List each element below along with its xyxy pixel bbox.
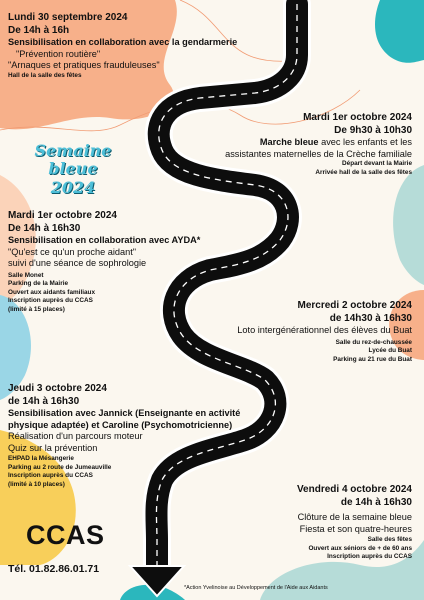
event-line: "Prévention routière"	[16, 48, 101, 59]
event-line: assistantes maternelles de la Crèche familiale	[225, 148, 412, 159]
event-hours: de 14h à 16h30	[8, 395, 80, 407]
event-info: Ouvert aux aidants familiaux	[8, 288, 96, 296]
event-info: Salle Monet	[8, 271, 44, 279]
event-hours: de 14h30 à 16h30	[329, 312, 412, 324]
event-place: Hall de la salle des fêtes	[8, 71, 82, 79]
teal-blob-top	[375, 0, 424, 63]
event-info: Inscription auprès du CCAS	[8, 297, 93, 305]
event-highlight: Marche bleue	[259, 137, 319, 147]
event-6	[297, 484, 412, 562]
event-info: Parking au 2 route de Jumeauville	[8, 463, 112, 471]
event-description	[225, 137, 412, 149]
event-1	[8, 12, 237, 80]
event-date: Mardi 1er octobre 2024	[8, 210, 117, 221]
event-info: Inscription auprès du CCAS	[327, 553, 412, 561]
event-info: Ouvert aux séniors de + de 60 ans	[308, 544, 412, 552]
event-hours: De 9h30 à 10h30	[334, 124, 412, 136]
mint-blob-right	[393, 165, 424, 285]
event-info: Lycée du Buat	[368, 347, 412, 355]
event-info: Salle du rez-de-chaussée	[335, 338, 412, 346]
event-2	[225, 112, 412, 177]
event-title: physique adaptée) et Caroline (Psychomotricienne)	[8, 419, 233, 430]
event-info: Inscription auprès du CCAS	[8, 472, 93, 480]
event-title: Sensibilisation en collaboration avec AYDA*	[8, 235, 201, 245]
footnote: *Action Yvelinoise au Développement de l'Aide aux Aidants	[184, 585, 328, 591]
event-line: Fiesta et son quatre-heures	[299, 523, 412, 534]
title-year: 2024	[50, 177, 96, 197]
event-4	[237, 300, 412, 364]
event-date: Vendredi 4 octobre 2024	[296, 484, 412, 495]
title-line: Semaine bleue	[34, 141, 112, 179]
event-title: Sensibilisation en collaboration avec la gendarmerie	[8, 37, 238, 47]
event-date: Mercredi 2 octobre 2024	[297, 300, 412, 311]
phone-number: Tél. 01.82.86.01.71	[8, 563, 100, 575]
event-date: Mardi 1er octobre 2024	[303, 112, 412, 123]
event-info: Parking de la Mairie	[8, 280, 69, 288]
event-line: "Arnaques et pratiques frauduleuses"	[8, 60, 160, 70]
event-info: Salle des fêtes	[367, 536, 412, 543]
event-line: Quiz sur la prévention	[8, 442, 98, 453]
event-info: Arrivée hall de la salle des fêtes	[315, 168, 412, 176]
event-text: avec les enfants et les	[318, 137, 412, 147]
event-line: Réalisation d'un parcours moteur	[8, 431, 143, 441]
event-hours: De 14h à 16h	[8, 24, 70, 36]
event-info: (limité à 15 places)	[8, 306, 65, 314]
event-description: Loto intergénérationnel des élèves du Buat	[237, 325, 412, 335]
event-5	[8, 383, 240, 490]
ccas-logo-text: CCAS	[26, 520, 105, 550]
event-hours: De 14h à 16h30	[8, 222, 81, 234]
event-info: (limité à 10 places)	[8, 480, 65, 488]
event-hours: de 14h à 16h30	[340, 496, 412, 508]
event-date: Jeudi 3 octobre 2024	[8, 383, 107, 394]
event-line: suivi d'une séance de sophrologie	[8, 258, 147, 268]
event-title: Sensibilisation avec Jannick (Enseignante en activité	[8, 408, 241, 418]
event-3	[8, 210, 200, 315]
semaine-bleue-title	[8, 142, 138, 197]
event-line: Clôture de la semaine bleue	[297, 512, 412, 522]
event-date: Lundi 30 septembre 2024	[8, 12, 128, 23]
event-info: Parking au 21 rue du Buat	[333, 355, 412, 363]
event-info: Départ devant la Mairie	[342, 160, 412, 167]
event-line: "Qu'est ce qu'un proche aidant"	[8, 246, 137, 257]
event-info: EHPAD la Mésangerie	[8, 455, 74, 462]
